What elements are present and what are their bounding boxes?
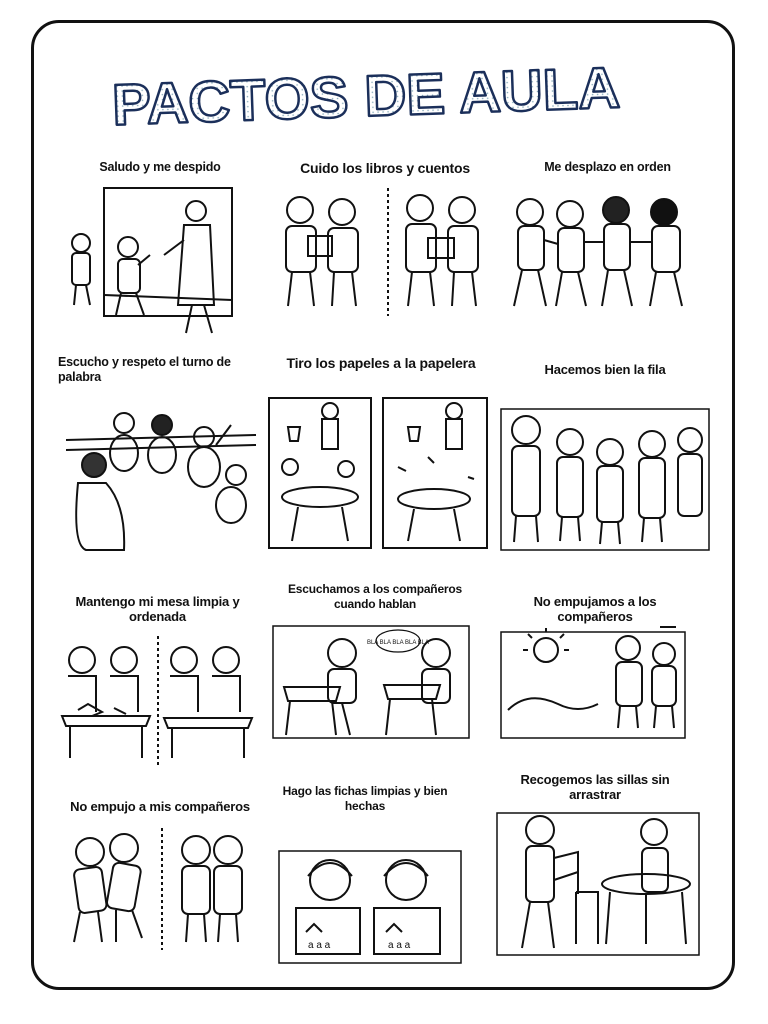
title-banner bbox=[0, 0, 768, 140]
children-holding-worksheets-icon bbox=[278, 850, 463, 965]
children-at-school-desks-icon bbox=[272, 625, 472, 750]
svg-text:a a a: a a a bbox=[308, 940, 331, 951]
children-sitting-circle-icon bbox=[66, 405, 261, 560]
classroom-wastebasket-icon bbox=[268, 397, 488, 549]
pact-caption: Saludo y me despido bbox=[99, 160, 221, 174]
pact-caption: Hacemos bien la fila bbox=[544, 362, 666, 377]
svg-text:a a a: a a a bbox=[388, 940, 411, 951]
children-walking-in-line-icon bbox=[508, 190, 703, 315]
pact-caption: Tiro los papeles a la papelera bbox=[286, 355, 476, 371]
speech-bubble-text: BLA BLA BLA BLA BLA bbox=[366, 640, 430, 646]
page-title: PACTOS DE AULA bbox=[111, 55, 622, 138]
children-pushing-icon bbox=[62, 828, 252, 950]
pact-caption: No empujamos a los compañeros bbox=[533, 594, 657, 624]
pact-caption: Recogemos las sillas sin arrastrar bbox=[520, 772, 670, 802]
children-outdoor-icon bbox=[500, 626, 688, 741]
pact-caption: Escuchamos a los compañeros cuando hablan bbox=[287, 582, 462, 611]
pact-caption: Me desplazo en orden bbox=[544, 160, 671, 174]
pact-caption: Hago las fichas limpias y bien hechas bbox=[282, 784, 448, 813]
children-standing-in-row-icon bbox=[500, 408, 710, 553]
pact-caption: Escucho y respeto el turno de palabra bbox=[58, 355, 231, 384]
children-with-books-icon bbox=[270, 188, 495, 316]
pact-caption: Mantengo mi mesa limpia y ordenada bbox=[75, 594, 240, 624]
pact-caption: Cuido los libros y cuentos bbox=[300, 160, 470, 176]
pact-caption: No empujo a mis compañeros bbox=[70, 799, 250, 814]
children-at-desk-icon bbox=[58, 636, 258, 766]
children-carrying-chairs-icon bbox=[496, 812, 701, 957]
children-greeting-teacher-icon bbox=[66, 185, 244, 340]
